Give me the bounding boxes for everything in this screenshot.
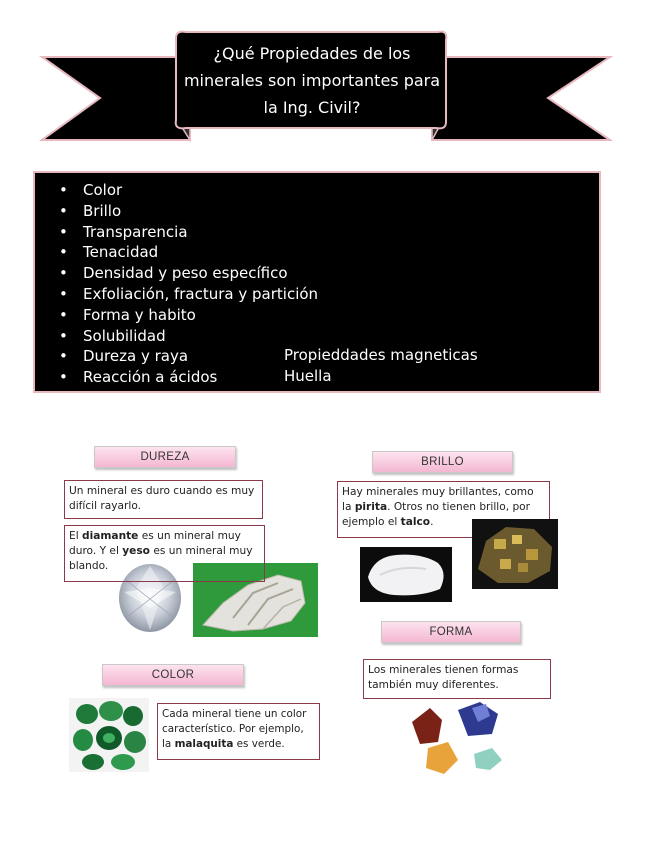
dureza-text-1: Un mineral es duro cuando es muy difícil rayarlo. [69, 485, 255, 512]
forma-text-box [363, 659, 551, 699]
properties-box [33, 171, 601, 393]
property-item: • Color [59, 180, 318, 201]
brillo-text-e: . [430, 516, 434, 528]
property-item: • Solubilidad [59, 326, 318, 347]
malachite-image [69, 698, 149, 772]
property-item: • Reacción a ácidos [59, 367, 318, 388]
banner-title [178, 40, 446, 121]
banner-title-line-1: ¿Qué Propiedades de los [213, 44, 411, 63]
property-item: • Exfoliación, fractura y partición [59, 284, 318, 305]
brillo-text-talco: talco [400, 516, 431, 528]
brillo-label: BRILLO [372, 451, 513, 473]
color-label: COLOR [102, 664, 244, 686]
property-item: • Densidad y peso específico [59, 263, 318, 284]
crystals-image [408, 700, 518, 776]
property-item: • Tenacidad [59, 242, 318, 263]
brillo-text-pirita: pirita [354, 501, 388, 513]
properties-list [59, 180, 318, 388]
dureza-text-diamante: diamante [82, 530, 139, 542]
color-text-a: Cada mineral tiene un color característico. Por ejemplo, la [162, 708, 307, 750]
dureza-text-2c: es un mineral muy duro. Y el [69, 530, 241, 557]
dureza-label: DUREZA [94, 446, 236, 468]
banner-title-line-2: minerales son importantes para [183, 71, 441, 90]
dureza-text-box-1 [64, 480, 263, 519]
property-item: • Transparencia [59, 222, 318, 243]
property-extra-magnetic: Propieddades magneticas [284, 346, 478, 364]
dureza-text-box-2 [64, 525, 265, 582]
dureza-text-2a: El [69, 530, 83, 542]
property-item: • Forma y habito [59, 305, 318, 326]
dureza-text-yeso: yeso [122, 545, 150, 557]
dureza-text-2e: es un mineral muy blando. [69, 545, 253, 572]
color-text-c: es verde. [233, 738, 285, 750]
pyrite-image [472, 519, 558, 589]
brillo-text-c: . Otros no tienen brillo, por ejemplo el [342, 501, 531, 528]
forma-label: FORMA [381, 621, 521, 643]
color-text-box [157, 703, 320, 760]
property-item: • Dureza y raya [59, 346, 318, 367]
property-extra-huella: Huella [284, 367, 332, 385]
banner-title-line-3: la Ing. Civil? [263, 98, 361, 117]
talc-image [360, 547, 452, 602]
brillo-text-a: Hay minerales muy brillantes, como la [342, 486, 534, 513]
color-text-malaquita: malaquita [174, 738, 234, 750]
forma-text: Los minerales tienen formas también muy diferentes. [368, 664, 519, 691]
property-item: • Brillo [59, 201, 318, 222]
